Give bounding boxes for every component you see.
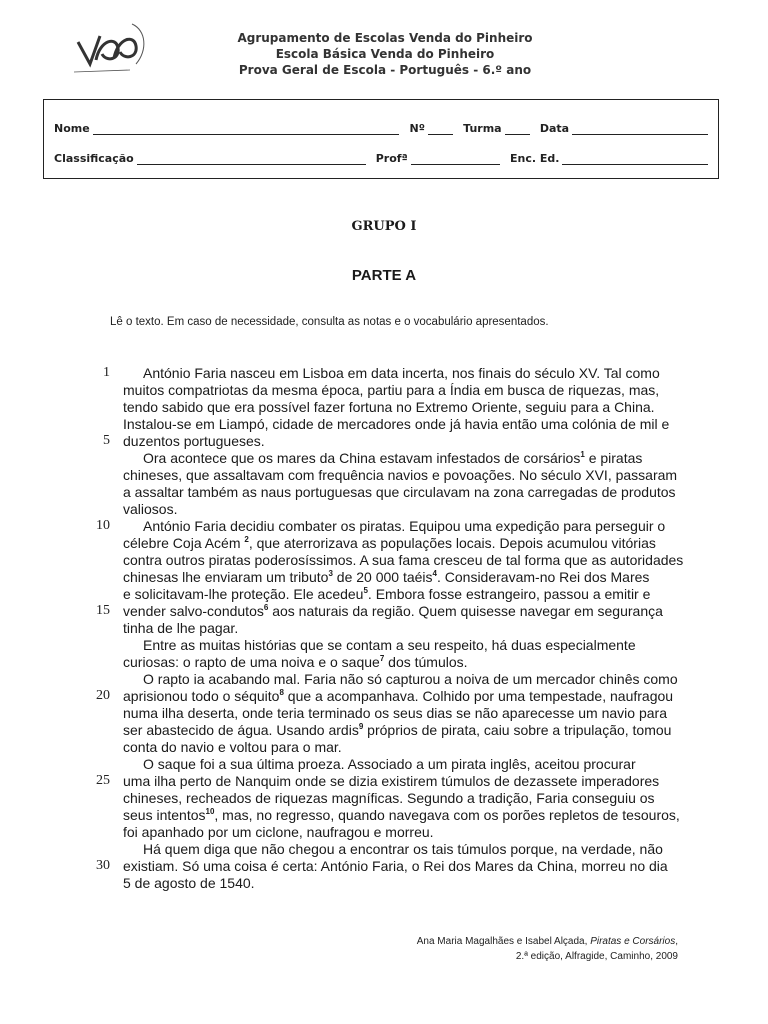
text-line: chinesas lhe enviaram um tributo$^3$ de 20 000 taéis$^4$. Consideravam-no Rei dos Mares [123,569,650,585]
line-number: 15 [96,603,110,618]
citation-edition: 2.ª edição, Alfragide, Caminho, 2009 [515,951,678,962]
text-line: O rapto ia acabando mal. Faria não só capturou a noiva de um mercador chinês como [143,671,678,687]
note-ref: 5 [363,586,368,595]
note-ref: 4 [432,569,437,578]
header-line-3: Prova Geral de Escola - Português - 6.º ano [238,63,532,77]
text-line: Há quem diga que não chegou a encontrar os tais túmulos porque, na verdade, não [143,841,663,857]
grupo-title: GRUPO I [351,219,417,234]
line-number: 5 [103,433,110,448]
text-line: numa ilha deserta, onde teria terminado os seus dias se não aparecesse um navio para [123,705,667,721]
note-ref: 9 [358,722,364,731]
note-ref: 10 [205,807,215,816]
prof-label: Profª [375,152,408,165]
turma-field[interactable] [505,123,530,135]
text-line: Ora acontece que os mares da China estavam infestados de corsários$^1$ e piratas [143,450,643,466]
text-line: tinha de lhe pagar. [123,620,239,636]
nome-label: Nome [54,122,90,135]
note-ref: 6 [263,603,269,612]
text-line: a assaltar também as naus portuguesas que circulavam na zona carregadas de produtos [123,484,676,500]
text-line: conta do navio e voltou para o mar. [123,739,342,755]
text-line: ser abastecido de água. Usando ardis$^9$ próprios de pirata, caiu sobre a tripulação, tomou [123,722,672,738]
numero-label: Nº [409,122,425,135]
note-ref: 2 [244,535,249,544]
text-line: foi apanhado por um ciclone, naufragou e morreu. [123,824,434,840]
text-line: valiosos. [123,501,178,517]
line-number: 10 [96,518,110,533]
text-line: vender salvo-condutos$^6$ aos naturais da região. Quem quisesse navegar em segurança [123,603,663,619]
text-line: chineses, recheados de riquezas magníficas. Segundo a tradição, Faria conseguiu os [123,790,655,806]
school-logo [70,20,150,80]
data-field[interactable] [572,123,708,135]
text-line: António Faria decidiu combater os piratas. Equipou uma expedição para perseguir o [143,518,666,534]
form-row-1 [54,122,708,135]
enc-field[interactable] [562,153,708,165]
text-line: aprisionou todo o séquito$^8$ que a acompanhava. Colhido por uma tempestade, naufragou [123,688,674,704]
text-line: 5 de agosto de 1540. [123,875,255,891]
text-line: Entre as muitas histórias que se contam a seu respeito, há duas especialmente [143,637,636,653]
form-row-2 [54,152,708,165]
text-line: e solicitavam-lhe proteção. Ele acedeu$^5$. Embora fosse estrangeiro, passou a emitir e [123,586,651,602]
text-line: Instalou-se em Liampó, cidade de mercadores onde já havia então uma colónia de mil e [123,416,670,432]
header-line-2: Escola Básica Venda do Pinheiro [275,47,495,61]
text-line: contra outros piratas poderosíssimos. A sua fama cresceu de tal forma que as autoridades [123,552,684,568]
line-number: 30 [96,858,110,873]
text-line: O saque foi a sua última proeza. Associado a um pirata inglês, aceitou procurar [143,756,636,772]
line-number: 25 [96,773,110,788]
note-ref: 1 [580,450,585,459]
text-line: duzentos portugueses. [123,433,265,449]
note-ref: 7 [379,654,385,663]
note-ref: 8 [279,688,284,697]
text-line: chineses, que assaltavam com frequência navios e povoações. No século XVI, passaram [123,467,678,483]
text-line: muitos compatriotas da mesma época, partiu para a Índia em busca de riquezas, mas, [123,382,660,398]
line-number: 20 [96,688,110,703]
text-line: curiosas: o rapto de uma noiva e o saque$^7$ dos túmulos. [123,654,468,670]
citation-title: Piratas e Corsários [590,936,676,947]
enc-label: Enc. Ed. [510,152,560,165]
turma-label: Turma [463,122,502,135]
line-number: 1 [103,365,110,380]
note-ref: 3 [328,569,333,578]
text-line: tendo sabido que era possível fazer fortuna no Extremo Oriente, seguiu para a China. [123,399,655,415]
header-line-1: Agrupamento de Escolas Venda do Pinheiro [237,31,533,45]
prof-field[interactable] [411,153,500,165]
nome-field[interactable] [93,123,400,135]
data-label: Data [539,122,570,135]
student-info-box [43,99,719,179]
text-line: uma ilha perto de Nanquim onde se dizia existirem túmulos de dezassete imperadores [123,773,660,789]
classificacao-field[interactable] [137,153,366,165]
text-line: existiam. Só uma coisa é certa: António Faria, o Rei dos Mares da China, morreu no dia [123,858,668,874]
school-header [200,30,570,78]
numero-field[interactable] [428,123,453,135]
text-line: célebre Coja Acém $^2$, que aterrorizava as populações locais. Depois acumulou vitórias [123,535,656,551]
classificacao-label: Classificação [54,152,134,165]
text-line: seus intentos$^{10}$, mas, no regresso, quando navegava com os porões repletos de tesouros, [123,807,680,823]
instruction-text: Lê o texto. Em caso de necessidade, consulta as notas e o vocabulário apresentados. [110,316,549,328]
parte-title: PARTE A [351,267,417,284]
citation-authors: Ana Maria Magalhães e Isabel Alçada, Piratas e Corsários, [416,936,678,947]
text-line: António Faria nasceu em Lisboa em data incerta, nos finais do século XV. Tal como [143,365,660,381]
